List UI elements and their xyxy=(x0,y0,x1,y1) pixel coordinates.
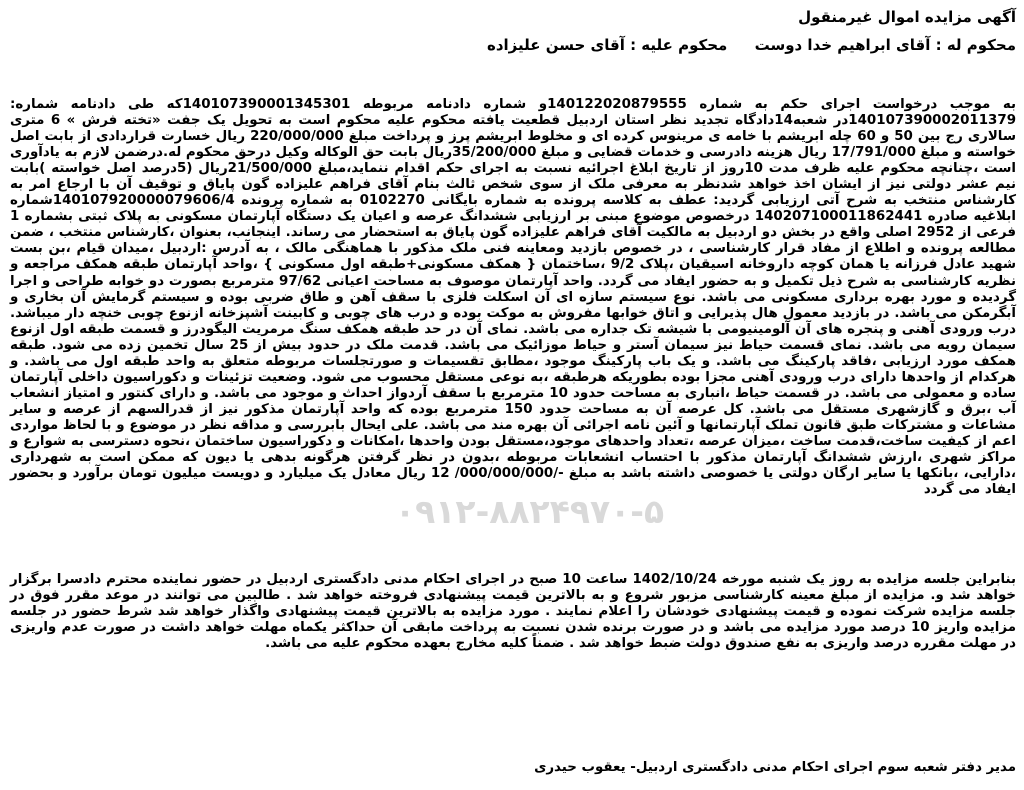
watermark: ۰۹۱۲-۸۸۲۴۹۷۰-۵ xyxy=(395,492,665,531)
body-paragraph xyxy=(10,97,1016,498)
parties-line xyxy=(465,36,1016,54)
defendant-label: محکوم علیه : آقای حسن علیزاده xyxy=(486,36,728,54)
page-title: آگهی مزایده اموال غیرمنقول xyxy=(798,8,1016,26)
plaintiff-label: محکوم له : آقای ابراهیم خدا دوست xyxy=(754,36,1016,54)
notice-paragraph xyxy=(10,572,1016,652)
signature-line: مدیر دفتر شعبه سوم اجرای احکام مدنی دادگستری اردبیل- یعقوب حیدری xyxy=(534,760,1016,775)
body-text: به موجب درخواست اجرای حکم به شماره 140122020879555و شماره دادنامه مربوطه 140107390001345301که طی دادنامه شماره: 140107390002011379در شعبه14دادگاه تجدید نظر استان اردبیل قطعیت یافته محکوم علیه محکوم است به تحویل یک جفت «تخته فرش » 6 متری سالاری رج بین 50 و 60 چله ابریشم با خامه ی مرینوس کرده ای و مخلوط ابریشم پرز و پرداخت مبلغ 220/000/000 ریال خسارت قراردادی از بابت اصل خواسته و مبلغ 17/791/000 ریال هزینه دادرسی و خدمات قضایی و مبلغ 35/200/000ریال بابت حق الوکاله وکیل درحق محکوم له.درضمن لازم به یادآوری است ،چنانچه محکوم علیه ظرف مدت 10روز از تاریخ ابلاغ اجرائیه نسبت به اجرای حکم اقدام ننماید،مبلغ 21/500/000ریال (5درصد اصل خواسته )بابت نیم عشر دولتی نیز از ایشان اخذ خواهد شدنظر به معرفی ملک از سوی شخص ثالث بنام آقای فراهم علیزاده گون پایاق و توقیف آن با ارجاع امر به کارشناس منتخب به شرح آتی ارزیابی گردید: عطف به کلاسه پرونده به شماره بایگانی 0102270 به شماره پرونده 140107920000079606/4شماره ابلاغیه صادره 140207100011862441 درخصوص موضوع مبنی بر ارزیابی ششدانگ عرصه و اعیان یک دستگاه آپارتمان مسکونی به پلاک ثبتی بشماره 1 فرعی از 2952 اصلی واقع در بخش دو اردبیل به مالکیت آقای فراهم علیزاده گون پایاق به استحضار می رساند. اینجانب، بعنوان ،کارشناس منتخب ، ضمن مطالعه پرونده و اطلاع از مفاد قرار کارشناسی ، در خصوص بازدید ومعاینه فنی ملک مذکور با هماهنگی مالک ، به آدرس :اردبیل ،میدان قیام ،بن بست شهید عادل فرزانه یا همان کوچه داروخانه اسیقیان ،پلاک 9/2 ،ساختمان { همکف مسکونی+طبقه اول مسکونی } ،واحد آپارتمان طبقه همکف مراجعه و نظریه کارشناسی به شرح ذیل تکمیل و به حضور ایفاد می گردد. واحد آپارتمان موصوف به مساحت اعیانی 97/62 مترمربع بصورت دو خوابه طراحی و اجرا گردیده و مورد بهره برداری مسکونی می باشد. نوع سیستم سازه ای آن اسکلت فلزی با سقف آهن و طاق ضربی بوده و سیستم گرمایش آن بخاری و آبگرمکن می باشد. در بازدید معمول هال پذیرایی و اتاق خوابها مفروش به موکت بوده و درب های چوبی و کابینت آشپزخانه ازنوع چوبی خنچه دار میباشد. درب ورودی آهنی و پنجره های آن آلومینیومی با شیشه تک جداره می باشد. نمای آن در حد طبقه همکف سنگ مرمریت الیگودرز و قسمت طبقه اول ازنوع سیمان رویه می باشد. نمای قسمت حیاط نیز سیمان آستر و حیاط موزائیک می باشد. قدمت ملک در حدود بیش از 25 سال تخمین زده می شود. طبقه همکف مورد ارزیابی ،فاقد پارکینگ می باشد. و یک باب پارکینگ موجود ،مطابق تقسیمات و صورتجلسات مربوطه متعلق به واحد طبقه اول می باشد. و هرکدام از واحدها دارای درب ورودی آهنی مجزا بوده بطوریکه هرطبقه ،به نوعی مستقل محسوب می شود. وضعیت تزئینات و دکوراسیون داخلی آپارتمان ساده و معمولی می باشد. در قسمت حیاط ،انباری به مساحت حدود 10 مترمربع با سقف آردواز احداث و موجود می باشد. و دارای کنتور و امتیاز انشعاب آب ،برق و گازشهری مستقل می باشد. کل عرصه آن به مساحت حدود 150 مترمربع بوده که واحد آپارتمان مذکور نیز از قدرالسهم از عرصه و سایر مشاعات و مشترکات طبق قانون تملک آپارتمانها و آئین نامه اجرائی آن بهره مند می باشد. علی ایحال بابررسی و مداقه نظر در موضوع و با لحاظ مواردی اعم از کیفیت ساخت،قدمت ساخت ،میزان عرصه ،تعداد واحدهای موجود،مستقل بودن واحدها ،امکانات و دکوراسیون ساختمان ،نحوه دسترسی به شوارع و مراکز شهری ،ارزش ششدانگ آپارتمان مذکور با احتساب انشعابات مربوطه ،بدون در نظر گرفتن هرگونه بدهی یا دیون که ممکن است به شهرداری ،دارایی، ،بانکها یا سایر ارگان دولتی یا خصوصی داشته باشد به مبلغ -/000/000/000/ 12 ریال معادل یک میلیارد و دویست میلیون تومان برآورد و بحضور ایفاد می گردد xyxy=(10,97,1017,498)
notice-text: بنابراین جلسه مزایده به روز یک شنبه مورخه 1402/10/24 ساعت 10 صبح در اجرای احکام مدنی دادگستری اردبیل در حضور نماینده محترم دادسرا برگزار خواهد شد و. مزایده از مبلغ معینه کارشناسی مزبور شروع و به بالاترین قیمت پیشنهادی فروخته خواهد شد . طالبین می توانند در موعد مقرر فوق در جلسه مزایده شرکت نموده و قیمت پیشنهادی خودشان را اعلام نمایند . مورد مزایده به بالاترین قیمت پیشنهادی واگذار خواهد شد شرط حضور در جلسه مزایده واریز 10 درصد مورد مزایده می باشد و در صورت برنده شدن نسبت به پرداخت مابقی آن حداکثر یکماه مهلت خواهد داشت در صورت عدم واریزی در مهلت مقرره درصد واریزی به نفع صندوق دولت ضبط خواهد شد . ضمناً کلیه مخارج بعهده محکوم علیه می باشد. xyxy=(10,572,1017,652)
